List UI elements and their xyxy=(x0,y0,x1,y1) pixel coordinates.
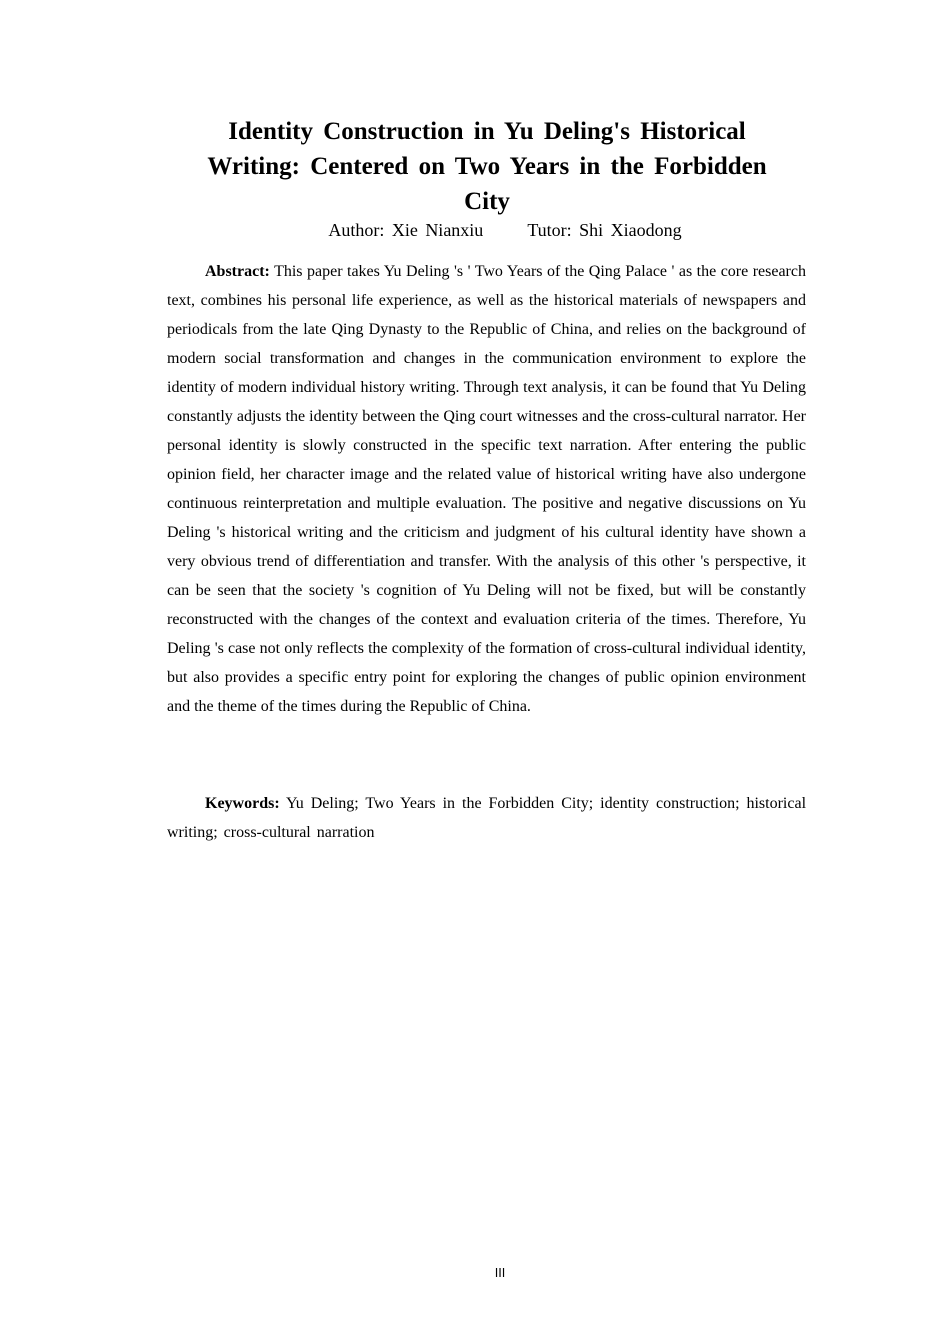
keywords-text: Yu Deling; Two Years in the Forbidden City; identity construction; historical writing; cross-cultural narration xyxy=(167,795,807,841)
author-name: Author: Xie Nianxiu xyxy=(328,220,484,240)
tutor-name: Tutor: Shi Xiaodong xyxy=(527,220,682,240)
document-title xyxy=(168,114,806,219)
abstract-label: Abstract: xyxy=(205,263,270,280)
abstract-text: This paper takes Yu Deling 's ' Two Years of the Qing Palace ' as the core research text, combines his personal life experience, as well as the historical materials of newspapers and periodicals from the late Qing Dynasty to the Republic of China, and relies on the background of modern social transformation and changes in the communication environment to explore the identity of modern individual history writing. Through text analysis, it can be found that Yu Deling constantly adjusts the identity between the Qing court witnesses and the cross-cultural narrator. Her personal identity is slowly constructed in the specific text narration. After entering the public opinion field, her character image and the related value of historical writing have also undergone continuous reinterpretation and multiple evaluation. The positive and negative discussions on Yu Deling 's historical writing and the criticism and judgment of his cultural identity have shown a very obvious trend of differentiation and transfer. With the analysis of this other 's perspective, it can be seen that the society 's cognition of Yu Deling will not be fixed, but will be constantly reconstructed with the changes of the context and evaluation criteria of the times. Therefore, Yu Deling 's case not only reflects the complexity of the formation of cross-cultural individual identity, but also provides a specific entry point for exploring the changes of public opinion environment and the theme of the times during the Republic of China. xyxy=(167,263,806,715)
abstract-paragraph xyxy=(167,257,806,721)
keywords-label: Keywords: xyxy=(205,795,280,812)
author-tutor-line xyxy=(168,217,842,243)
page-number: III xyxy=(494,1266,506,1280)
keywords-paragraph xyxy=(167,789,806,847)
title-line-1: Identity Construction in Yu Deling's Historical xyxy=(228,118,746,145)
title-line-2: Writing: Centered on Two Years in the Forbidden xyxy=(207,153,767,180)
title-line-3: City xyxy=(464,188,510,215)
